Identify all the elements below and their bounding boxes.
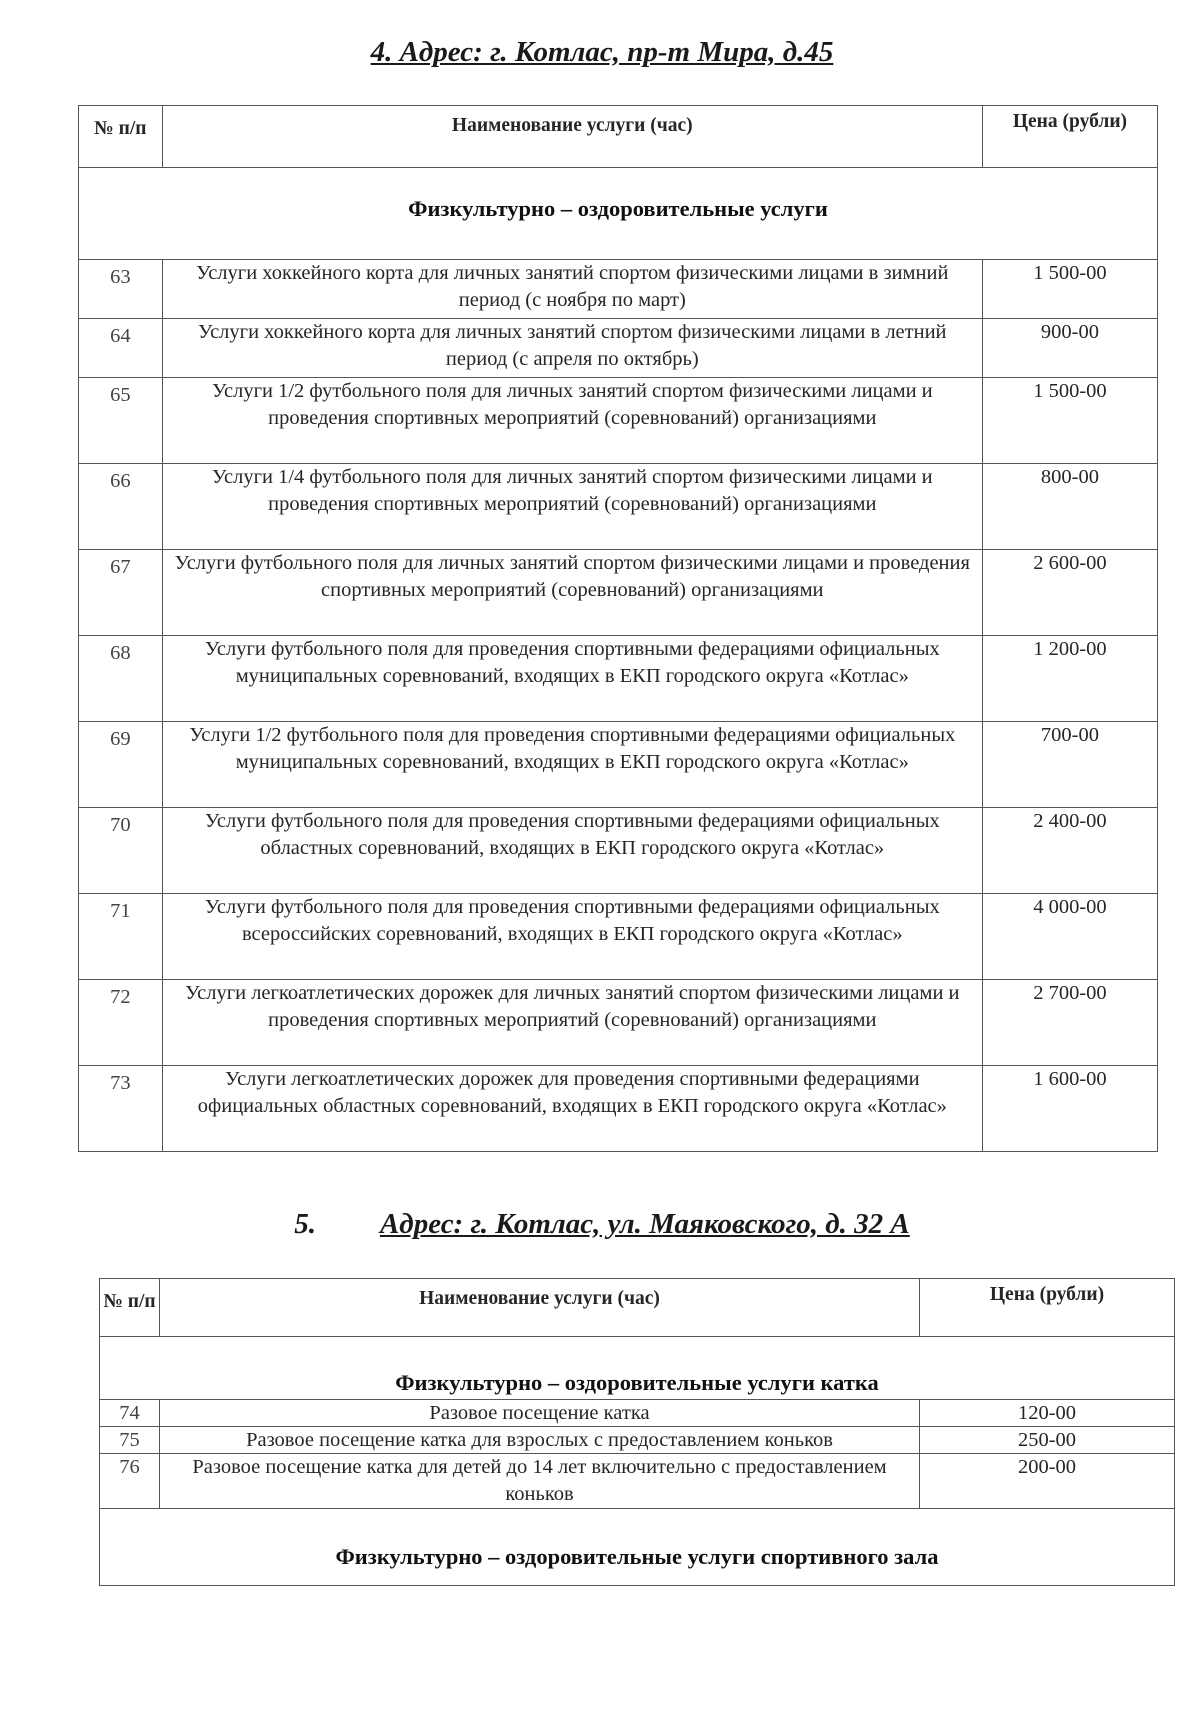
row-service-name: Услуги футбольного поля для проведения спортивными федерациями официальных всероссийских соревнований, входящих в ЕКП городского округа «Котлас»	[162, 894, 982, 980]
row-price: 1 600-00	[982, 1066, 1157, 1152]
table-row	[79, 319, 1158, 378]
table-row	[79, 636, 1158, 722]
row-service-name: Услуги легкоатлетических дорожек для личных занятий спортом физическими лицами и проведения спортивных мероприятий (соревнований) организациями	[162, 980, 982, 1066]
category-row	[100, 1509, 1175, 1586]
row-number: 68	[79, 636, 163, 722]
row-service-name: Услуги 1/4 футбольного поля для личных занятий спортом физическими лицами и проведения спортивных мероприятий (соревнований) организациями	[162, 464, 982, 550]
table-row	[79, 1066, 1158, 1152]
row-number: 71	[79, 894, 163, 980]
row-number: 65	[79, 378, 163, 464]
header-service-name: Наименование услуги (час)	[160, 1279, 920, 1337]
row-number: 63	[79, 260, 163, 319]
table-header-row	[100, 1279, 1175, 1337]
row-number: 66	[79, 464, 163, 550]
row-service-name: Услуги футбольного поля для личных занятий спортом физическими лицами и проведения спортивных мероприятий (соревнований) организациями	[162, 550, 982, 636]
row-service-name: Разовое посещение катка для взрослых с предоставлением коньков	[160, 1427, 920, 1454]
row-price: 4 000-00	[982, 894, 1157, 980]
row-service-name: Услуги легкоатлетических дорожек для проведения спортивными федерациями официальных областных соревнований, входящих в ЕКП городского округа «Котлас»	[162, 1066, 982, 1152]
category-row	[79, 168, 1158, 260]
section-4-heading	[0, 36, 1204, 69]
section-5-number: 5.	[294, 1208, 316, 1240]
row-price: 1 200-00	[982, 636, 1157, 722]
category-label: Физкультурно – оздоровительные услуги спортивного зала	[100, 1509, 1175, 1586]
row-price: 120-00	[920, 1400, 1175, 1427]
row-number: 74	[100, 1400, 160, 1427]
row-service-name: Услуги хоккейного корта для личных занятий спортом физическими лицами в зимний период (с ноября по март)	[162, 260, 982, 319]
row-price: 800-00	[982, 464, 1157, 550]
row-number: 67	[79, 550, 163, 636]
category-label: Физкультурно – оздоровительные услуги	[79, 168, 1158, 260]
table-row	[79, 722, 1158, 808]
table-row	[79, 980, 1158, 1066]
section-5-price-table	[99, 1278, 1175, 1586]
row-price: 700-00	[982, 722, 1157, 808]
row-service-name: Разовое посещение катка для детей до 14 лет включительно с предоставлением коньков	[160, 1454, 920, 1509]
row-service-name: Услуги футбольного поля для проведения спортивными федерациями официальных муниципальных соревнований, входящих в ЕКП городского округа «Котлас»	[162, 636, 982, 722]
table-row	[79, 378, 1158, 464]
row-price: 200-00	[920, 1454, 1175, 1509]
category-row	[100, 1337, 1175, 1400]
row-service-name: Услуги 1/2 футбольного поля для проведения спортивными федерациями официальных муниципальных соревнований, входящих в ЕКП городского округа «Котлас»	[162, 722, 982, 808]
row-price: 1 500-00	[982, 378, 1157, 464]
row-service-name: Разовое посещение катка	[160, 1400, 920, 1427]
section-4-title: 4. Адрес: г. Котлас, пр-т Мира, д.45	[370, 36, 834, 68]
table-row	[79, 260, 1158, 319]
row-price: 2 600-00	[982, 550, 1157, 636]
section-5-title: Адрес: г. Котлас, ул. Маяковского, д. 32 А	[379, 1208, 910, 1240]
row-number: 76	[100, 1454, 160, 1509]
header-number: № п/п	[100, 1279, 160, 1337]
row-service-name: Услуги хоккейного корта для личных занятий спортом физическими лицами в летний период (с апреля по октябрь)	[162, 319, 982, 378]
category-label: Физкультурно – оздоровительные услуги катка	[100, 1337, 1175, 1400]
table-row	[100, 1454, 1175, 1509]
row-number: 72	[79, 980, 163, 1066]
table-row	[79, 464, 1158, 550]
row-number: 70	[79, 808, 163, 894]
table-row	[100, 1400, 1175, 1427]
header-service-name: Наименование услуги (час)	[162, 106, 982, 168]
row-price: 250-00	[920, 1427, 1175, 1454]
row-price: 2 400-00	[982, 808, 1157, 894]
row-service-name: Услуги 1/2 футбольного поля для личных занятий спортом физическими лицами и проведения спортивных мероприятий (соревнований) организациями	[162, 378, 982, 464]
row-price: 2 700-00	[982, 980, 1157, 1066]
header-price: Цена (рубли)	[982, 106, 1157, 168]
table-row	[79, 550, 1158, 636]
row-service-name: Услуги футбольного поля для проведения спортивными федерациями официальных областных соревнований, входящих в ЕКП городского округа «Котлас»	[162, 808, 982, 894]
row-number: 73	[79, 1066, 163, 1152]
section-4-price-table	[78, 105, 1158, 1152]
table-row	[79, 808, 1158, 894]
row-price: 1 500-00	[982, 260, 1157, 319]
row-number: 75	[100, 1427, 160, 1454]
row-number: 69	[79, 722, 163, 808]
table-row	[79, 894, 1158, 980]
header-number: № п/п	[79, 106, 163, 168]
header-price: Цена (рубли)	[920, 1279, 1175, 1337]
row-price: 900-00	[982, 319, 1157, 378]
row-number: 64	[79, 319, 163, 378]
table-row	[100, 1427, 1175, 1454]
section-5-heading	[0, 1208, 1204, 1241]
table-header-row	[79, 106, 1158, 168]
